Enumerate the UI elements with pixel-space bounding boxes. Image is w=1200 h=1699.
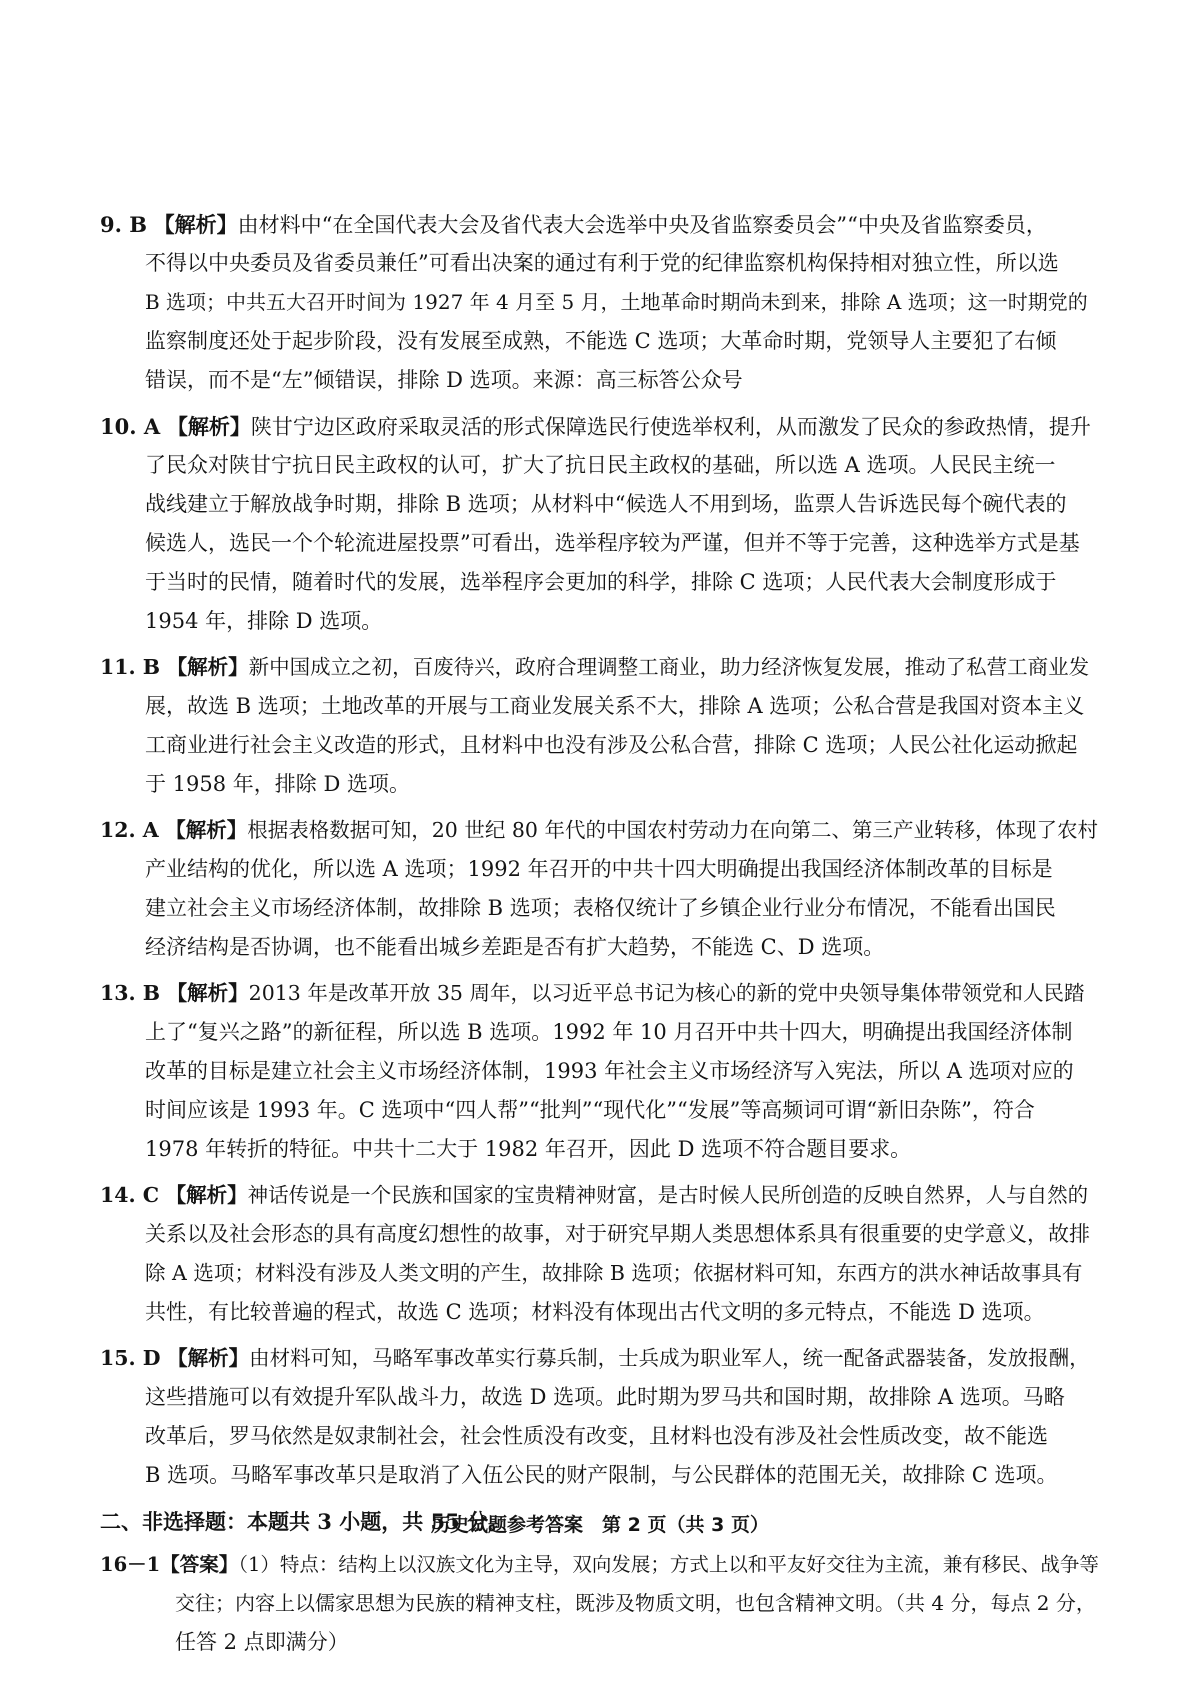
answer-line: 错误，而不是“左”倾错误，排除 D 选项。来源：高三标答公众号 xyxy=(145,368,743,392)
answer-item-15 xyxy=(100,1339,1100,1495)
answer-line: 工商业进行社会主义改造的形式，且材料中也没有涉及公私合营，排除 C 选项；人民公社化运动掀起 xyxy=(145,733,1078,757)
answer-line: 1954 年，排除 D 选项。 xyxy=(145,609,383,633)
answer-line: 改革的目标是建立社会主义市场经济体制，1993 年社会主义市场经济写入宪法，所以 A 选项对应的 xyxy=(145,1059,1074,1083)
answer-content xyxy=(100,205,1100,1669)
line-text: 陕甘宁边区政府采取灵活的形式保障选民行使选举权利，从而激发了民众的参政热情，提升 xyxy=(250,415,1091,439)
answer-line: 战线建立于解放战争时期，排除 B 选项；从材料中“候选人不用到场，监票人告诉选民每个碗代表的 xyxy=(145,492,1067,516)
answer-item-10 xyxy=(100,407,1100,641)
answer-line xyxy=(100,811,1100,850)
question-number: 13. B xyxy=(100,981,161,1005)
answer-line: 了民众对陕甘宁抗日民主政权的认可，扩大了抗日民主政权的基础，所以选 A 选项。人民民主统一 xyxy=(145,453,1056,477)
answer-line: B 选项；中共五大召开时间为 1927 年 4 月至 5 月，土地革命时期尚未到来，排除 A 选项；这一时期党的 xyxy=(145,290,1088,314)
question-number: 15. D xyxy=(100,1346,161,1370)
answer-line xyxy=(100,974,1100,1013)
section-heading: 二、非选择题：本题共 3 小题，共 55 分。 xyxy=(100,1509,510,1534)
question-number: 12. A xyxy=(100,818,159,842)
answer-item-11 xyxy=(100,648,1100,804)
question-number: 11. B xyxy=(100,655,161,679)
answer-line: 上了“复兴之路”的新征程，所以选 B 选项。1992 年 10 月召开中共十四大，明确提出我国经济体制 xyxy=(145,1020,1073,1044)
answer-line: B 选项。马略军事改革只是取消了入伍公民的财产限制，与公民群体的范围无关，故排除 C 选项。 xyxy=(145,1463,1058,1487)
answer-line: 交往；内容上以儒家思想为民族的精神支柱，既涉及物质文明，也包含精神文明。（共 4 分，每点 2 分， xyxy=(175,1591,1096,1615)
analysis-tag: 【解析】 xyxy=(165,1183,248,1207)
line-text: 根据表格数据可知，20 世纪 80 年代的中国农村劳动力在向第二、第三产业转移，体现了农村 xyxy=(247,818,1098,842)
analysis-tag: 【解析】 xyxy=(166,414,251,439)
question-number: 14. C xyxy=(100,1183,160,1207)
answer-line: 1978 年转折的特征。中共十二大于 1982 年召开，因此 D 选项不符合题目要求。 xyxy=(145,1137,912,1161)
question-number: 16－1 xyxy=(100,1553,161,1576)
answer-line: 于 1958 年，排除 D 选项。 xyxy=(145,772,410,796)
analysis-tag: 【解析】 xyxy=(153,212,238,237)
answer-line: 建立社会主义市场经济体制，故排除 B 选项；表格仅统计了乡镇企业行业分布情况，不能看出国民 xyxy=(145,896,1056,920)
answer-line xyxy=(100,648,1100,687)
line-text: 新中国成立之初，百废待兴，政府合理调整工商业，助力经济恢复发展，推动了私营工商业发 xyxy=(248,655,1090,679)
answer-line xyxy=(100,1339,1100,1378)
answer-line: 候选人，选民一个个轮流进屋投票”可看出，选举程序较为严谨，但并不等于完善，这种选举方式是基 xyxy=(145,531,1080,555)
answer-line: 共性，有比较普遍的程式，故选 C 选项；材料没有体现出古代文明的多元特点，不能选 D 选项。 xyxy=(145,1300,1045,1324)
answer-item-9 xyxy=(100,205,1100,400)
page-footer: 历史试题参考答案 第 2 页（共 3 页） xyxy=(431,1514,769,1536)
answer-item-16 xyxy=(100,1545,1100,1662)
question-number: 9. B xyxy=(100,212,147,237)
line-text: 由材料中“在全国代表大会及省代表大会选举中央及省监察委员会”“中央及省监察委员， xyxy=(237,213,1047,237)
answer-line: 除 A 选项；材料没有涉及人类文明的产生，故排除 B 选项；依据材料可知，东西方的洪水神话故事具有 xyxy=(145,1261,1083,1285)
line-text: 神话传说是一个民族和国家的宝贵精神财富，是古时候人民所创造的反映自然界，人与自然的 xyxy=(247,1183,1089,1207)
answer-line: 关系以及社会形态的具有高度幻想性的故事，对于研究早期人类思想体系具有很重要的史学意义，故排 xyxy=(145,1222,1090,1246)
question-number: 10. A xyxy=(100,414,161,439)
answer-line: 不得以中央委员及省委员兼任”可看出决案的通过有利于党的纪律监察机构保持相对独立性，所以选 xyxy=(145,251,1059,275)
answer-line: 任答 2 点即满分） xyxy=(175,1630,349,1654)
answer-line xyxy=(100,407,1100,446)
answer-item-12 xyxy=(100,811,1100,967)
answer-line: 于当时的民情，随着时代的发展，选举程序会更加的科学，排除 C 选项；人民代表大会制度形成于 xyxy=(145,570,1057,594)
line-text: 2013 年是改革开放 35 周年，以习近平总书记为核心的新的党中央领导集体带领党和人民踏 xyxy=(248,981,1085,1005)
analysis-tag: 【解析】 xyxy=(166,981,249,1005)
answer-tag: 【答案】 xyxy=(160,1553,239,1576)
answer-line: 经济结构是否协调，也不能看出城乡差距是否有扩大趋势，不能选 C、D 选项。 xyxy=(145,935,885,959)
answer-line: 展，故选 B 选项；土地改革的开展与工商业发展关系不大，排除 A 选项；公私合营是我国对资本主义 xyxy=(145,694,1085,718)
answer-line: 这些措施可以有效提升军队战斗力，故选 D 选项。此时期为罗马共和国时期，故排除 A 选项。马略 xyxy=(145,1385,1065,1409)
analysis-tag: 【解析】 xyxy=(167,1346,250,1370)
answer-line xyxy=(100,1545,1100,1584)
analysis-tag: 【解析】 xyxy=(165,818,248,842)
line-text: 由材料可知，马略军事改革实行募兵制，士兵成为职业军人，统一配备武器装备，发放报酬， xyxy=(249,1346,1090,1370)
answer-line: 改革后，罗马依然是奴隶制社会，社会性质没有改变，且材料也没有涉及社会性质改变，故不能选 xyxy=(145,1424,1048,1448)
answer-item-13 xyxy=(100,974,1100,1169)
answer-line: 监察制度还处于起步阶段，没有发展至成熟，不能选 C 选项；大革命时期，党领导人主要犯了右倾 xyxy=(145,329,1057,353)
answer-line: 时间应该是 1993 年。C 选项中“四人帮”“批判”“现代化”“发展”等高频词可谓“新旧杂陈”，符合 xyxy=(145,1098,1035,1122)
line-text: （1）特点：结构上以汉族文化为主导，双向发展；方式上以和平友好交往为主流，兼有移民、战争等 xyxy=(238,1553,1099,1576)
answer-line xyxy=(100,205,1100,244)
answer-line xyxy=(100,1176,1100,1215)
answer-line: 产业结构的优化，所以选 A 选项；1992 年召开的中共十四大明确提出我国经济体制改革的目标是 xyxy=(145,857,1053,881)
analysis-tag: 【解析】 xyxy=(166,655,249,679)
answer-item-14 xyxy=(100,1176,1100,1332)
